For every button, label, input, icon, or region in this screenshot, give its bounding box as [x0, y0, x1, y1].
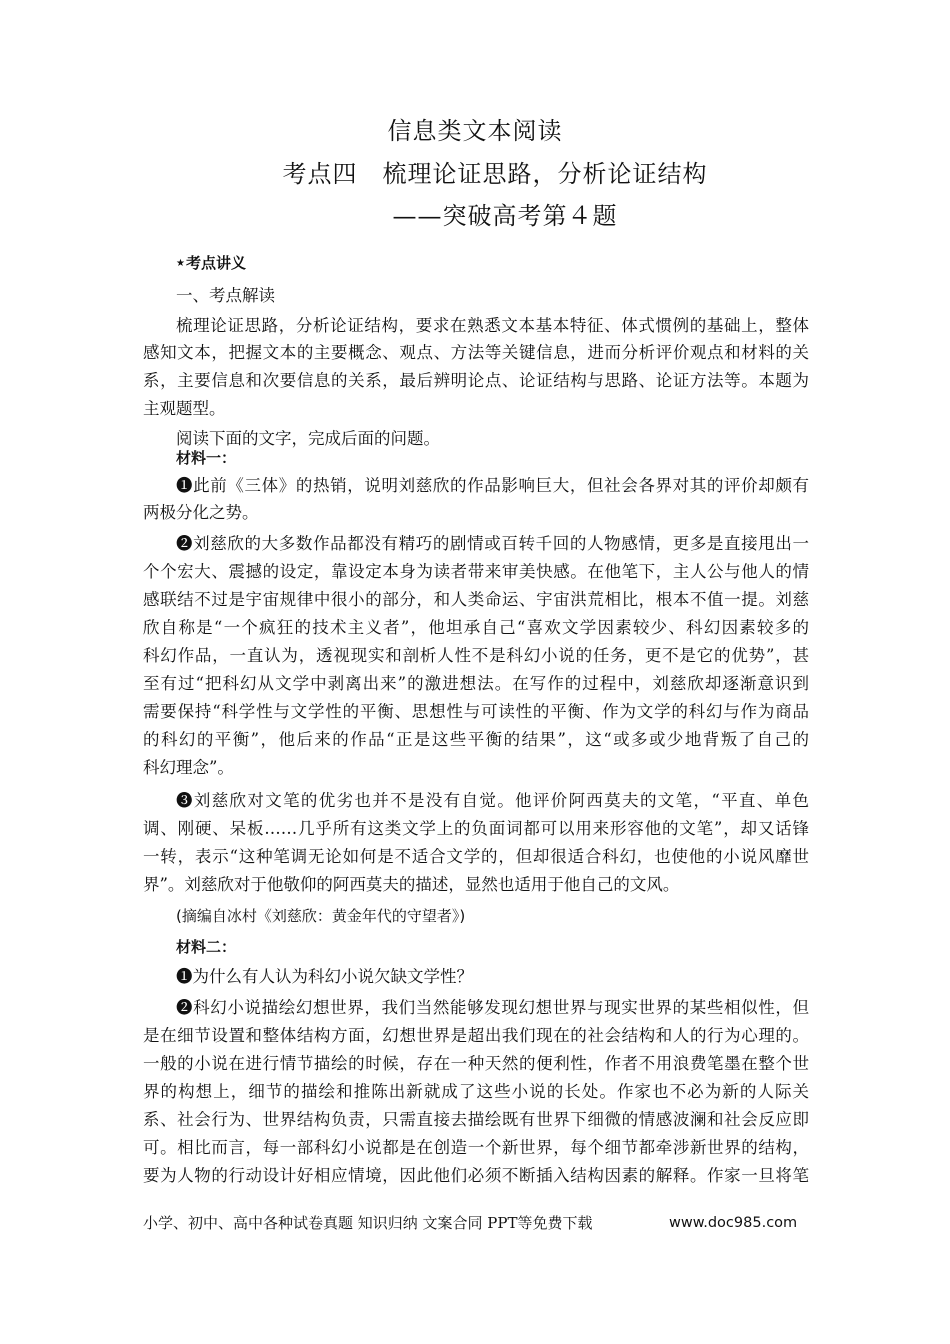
material2-paragraph-line: 界的构想上，细节的描绘和推陈出新就成了这些小说的长处。作家也不必为新的人际关: [143, 1082, 809, 1101]
intro-line: 主观题型。: [143, 399, 226, 418]
doc-subtitle-2: ——突破高考第４题: [392, 202, 618, 230]
material1-paragraph-line: ❶此前《三体》的热销，说明刘慈欣的作品影响巨大，但社会各界对其的评价却颇有: [176, 476, 809, 495]
material1-paragraph-line: 欣自称是“一个疯狂的技术主义者”，他坦承自己“喜欢文学因素较少、科幻因素较多的: [143, 618, 809, 637]
section-label-text: 考点讲义: [185, 254, 246, 272]
material1-paragraph-line: 感联结不过是宇宙规律中很小的部分，和人类命运、宇宙洪荒相比，根本不值一提。刘慈: [143, 590, 809, 609]
material2-paragraph-line: ❷科幻小说描绘幻想世界，我们当然能够发现幻想世界与现实世界的某些相似性，但: [176, 998, 809, 1017]
material1-paragraph-line: 两极分化之势。: [143, 503, 259, 522]
doc-title: 信息类文本阅读: [387, 117, 563, 145]
material1-paragraph-line: 的科幻的平衡”，他后来的作品“正是这些平衡的结果”，这“或多或少地背叛了自己的: [143, 730, 809, 749]
material1-paragraph-line: ❷刘慈欣的大多数作品都没有精巧的剧情或百转千回的人物感情，更多是直接甩出一: [176, 534, 809, 553]
part-heading: 一、考点解读: [176, 286, 275, 305]
intro-line: 系，主要信息和次要信息的关系，最后辨明论点、论证结构与思路、论证方法等。本题为: [143, 371, 809, 390]
doc-subtitle: 考点四 梳理论证思路，分析论证结构: [282, 160, 708, 188]
footer-website-link[interactable]: www.doc985.com: [669, 1215, 798, 1231]
material1-label: 材料一：: [176, 449, 237, 467]
page-footer: [143, 1212, 809, 1234]
material2-paragraph-line: 一般的小说在进行情节描绘的时候，存在一种天然的便利性，作者不用浪费笔墨在整个世: [143, 1054, 809, 1073]
material2-label: 材料二：: [176, 938, 237, 956]
material1-paragraph-line: 个个宏大、震撼的设定，靠设定本身为读者带来审美快感。在他笔下，主人公与他人的情: [143, 562, 809, 581]
material1-paragraph-line: ❸刘慈欣对文笔的优劣也并不是没有自觉。他评价阿西莫夫的文笔，“平直、单色: [176, 791, 809, 810]
intro-line: 感知文本，把握文本的主要概念、观点、方法等关键信息，进而分析评价观点和材料的关: [143, 343, 809, 362]
material1-paragraph-line: 一转，表示“这种笔调无论如何是不适合文学的，但却很适合科幻，也使他的小说风靡世: [143, 847, 809, 866]
material1-paragraph-line: 需要保持“科学性与文学性的平衡、思想性与可读性的平衡、作为文学的科幻与作为商品: [143, 702, 809, 721]
material2-paragraph-line: 要为人物的行动设计好相应情境，因此他们必须不断插入结构因素的解释。作家一旦将笔: [143, 1166, 809, 1185]
material1-paragraph-line: 至有过“把科幻从文学中剥离出来”的激进想法。在写作的过程中，刘慈欣却逐渐意识到: [143, 674, 809, 693]
material2-paragraph-line: ❶为什么有人认为科幻小说欠缺文学性？: [176, 967, 473, 986]
reading-instruction: 阅读下面的文字，完成后面的问题。: [176, 429, 440, 448]
material1-paragraph-line: 科幻理念”。: [143, 758, 234, 777]
star-icon: ★: [176, 258, 185, 269]
material1-paragraph-line: 调、刚硬、呆板……几乎所有这类文学上的负面词都可以用来形容他的文笔”，却又话锋: [143, 819, 809, 838]
material1-paragraph-line: 界”。刘慈欣对于他敬仰的阿西莫夫的描述，显然也适用于他自己的文风。: [143, 875, 680, 894]
material2-paragraph-line: 系、社会行为、世界结构负责，只需直接去描绘既有世界下细微的情感波澜和社会反应即: [143, 1110, 809, 1129]
intro-line: 梳理论证思路，分析论证结构，要求在熟悉文本基本特征、体式惯例的基础上，整体: [176, 316, 809, 335]
material2-paragraph-line: 可。相比而言，每一部科幻小说都是在创造一个新世界，每个细节都牵涉新世界的结构，: [143, 1138, 809, 1157]
material1-source: (摘编自冰村《刘慈欣：黄金年代的守望者》): [176, 907, 466, 925]
material2-paragraph-line: 是在细节设置和整体结构方面，幻想世界是超出我们现在的社会结构和人的行为心理的。: [143, 1026, 809, 1045]
footer-text: 小学、初中、高中各种试卷真题 知识归纳 文案合同 PPT等免费下载: [143, 1214, 593, 1232]
material1-paragraph-line: 科幻作品，一直认为，透视现实和剖析人性不是科幻小说的任务，更不是它的优势”，甚: [143, 646, 809, 665]
section-label: [176, 252, 246, 275]
